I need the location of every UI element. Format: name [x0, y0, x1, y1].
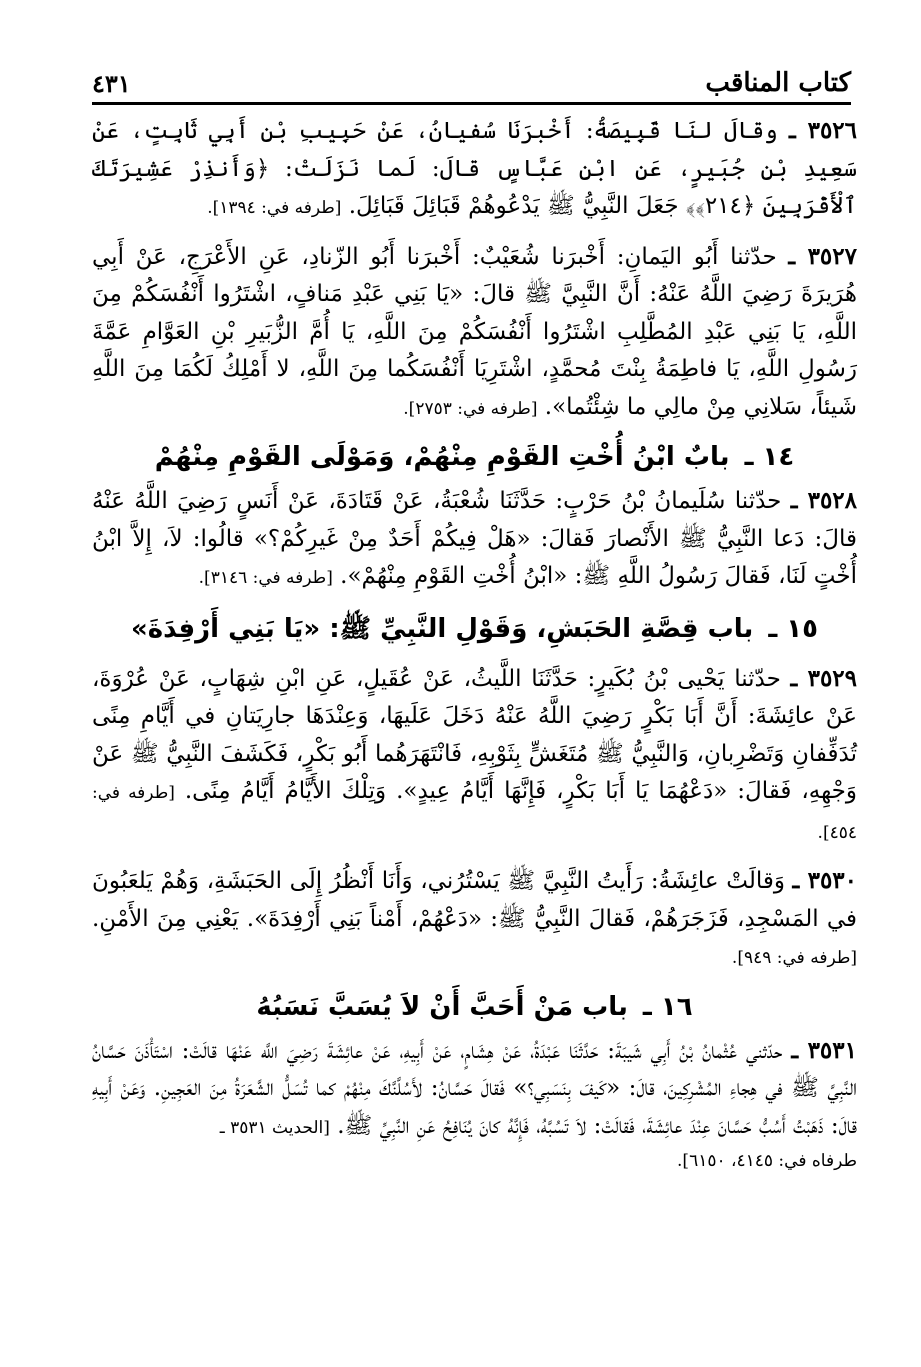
chapter-title: باب مَنْ أَحَبَّ أَنْ لاَ يُسَبَّ نَسَبُهُ — [256, 991, 628, 1022]
hadith-number: ٣٥٢٨ ـ — [790, 487, 858, 514]
cross-reference: [طرفه في: ٢٧٥٣]. — [403, 398, 538, 419]
hadith-3530 — [92, 862, 857, 978]
chapter-title: باب قِصَّةِ الحَبَشِ، وَقَوْلِ النَّبِيِّ ﷺ: «يَا بَنِي أَرْفِدَةَ» — [130, 613, 754, 644]
hadith-number: ٣٥٢٧ ـ — [788, 242, 857, 270]
chapter-heading-16 — [92, 992, 857, 1022]
hadith-3527 — [92, 238, 857, 429]
cross-reference: [طرفه في: ٤٥٤]. — [92, 783, 857, 843]
hadith-number: ٣٥٣١ ـ — [791, 1036, 857, 1064]
book-title: كتاب المناقب — [705, 68, 851, 98]
chapter-heading-14 — [92, 442, 857, 472]
hadith-text: حدّثني عُثْمانُ بْنُ أَبِي شَيبَةَ: حَدَّثَنَا عَبْدَةُ، عَنْ هِشَامٍ، عَنْ أَبِيهِ، عَنْ عائِشَةَ رَضِيَ اللَّه عَنْهَا قالَتْ: اسْتَأْذَنَ حَسَّانُ النَّبِيَّ ﷺ في هِجاءِ المُشْرِكِينَ، قالَ: «كَيفَ بِنَسَبِي؟» فَقالَ حَسَّانُ: لأَسُلَّنَّكَ مِنْهُمْ كما تُسَلُّ الشَّعَرَةُ مِنَ العَجِينِ. وَعَنْ أَبِيهِ قالَ: ذَهَبْتُ أَسُبُّ حَسَّانَ عِنْدَ عائِشَةَ، فَقالَتْ: لاَ تَسُبَّهُ، فَإِنَّهُ كانَ يُنَافِحُ عَنِ النَّبِيِّ ﷺ. — [92, 1037, 857, 1139]
cross-reference: [طرفه في: ٩٤٩]. — [731, 948, 857, 968]
chapter-number: ١٤ ـ — [744, 442, 795, 472]
hadith-number: ٣٥٢٦ ـ — [788, 117, 858, 144]
cross-reference-continued: طرفاه في: ٤١٤٥، ٦١٥٠]. — [677, 1151, 857, 1171]
hadith-text: وَقالَتْ عائِشَةُ: رَأَيتُ النَّبِيَّ ﷺ يَسْتُرُني، وَأَنَا أَنْظُرُ إِلَى الحَبَشَةِ، وَهُمْ يَلعَبُونَ في المَسْجِدِ، فَزَجَرَهُمْ، فَقالَ النَّبِيُّ ﷺ: «دَعْهُمْ، أَمْناً بَنِي أَرْفِدَةَ». يَعْنِي مِنَ الأَمْنِ. — [92, 868, 857, 932]
chapter-number: ١٦ ـ — [642, 991, 693, 1022]
hadith-3526 — [92, 112, 857, 228]
page-body — [92, 112, 857, 1171]
cross-reference: [طرفه في: ١٣٩٤]. — [207, 198, 342, 218]
hadith-text: حدّثنا يَحْيى بْنُ بُكَيرٍ: حَدَّثَنَا اللَّيثُ، عَنْ عُقَيلٍ، عَنِ ابْنِ شِهَابٍ، عَنْ عُرْوَةَ، عَنْ عائِشَةَ: أَنَّ أَبَا بَكْرٍ رَضِيَ اللَّهُ عَنْهُ دَخَلَ عَلَيهَا، وَعِنْدَهَا جارِيَتانِ في أَيَّامِ مِنًى تُدَفِّفانِ وَتَضْرِبانِ، وَالنَّبِيُّ ﷺ مُتَغَشٍّ بِثَوْبِهِ، فَانْتَهَرَهُما أَبُو بَكْرٍ، فَكَشَفَ النَّبِيُّ ﷺ عَنْ وَجْهِهِ، فَقالَ: «دَعْهُمَا يَا أَبَا بَكْرٍ، فَإِنَّهَا أَيَّامُ عِيدٍ». وَتِلْكَ الأَيَّامُ أَيَّامُ مِنًى. — [92, 665, 857, 804]
hadith-number: ٣٥٣٠ ـ — [792, 867, 858, 894]
hadith-text: حدّثنا سُلَيمانُ بْنُ حَرْبٍ: حَدَّثَنَا شُعْبَةُ، عَنْ قَتَادَةَ، عَنْ أَنَسٍ رَضِيَ اللَّهُ عَنْهُ قالَ: دَعا النَّبِيُّ ﷺ الأَنْصارَ فَقالَ: «هَلْ فِيكُمْ أَحَدٌ مِنْ غَيرِكُمْ؟» قالُوا: لاَ، إِلاَّ ابْنُ أُخْتٍ لَنَا، فَقالَ رَسُولُ اللَّهِ ﷺ: «ابْنُ أُخْتِ القَوْمِ مِنْهُمْ». — [92, 488, 857, 589]
cross-reference: [الحديث ٣٥٣١ ـ — [219, 1117, 330, 1138]
page-number: ٤٣١ — [92, 69, 131, 98]
chapter-title: بابٌ ابْنُ أُخْتِ القَوْمِ مِنْهُمْ، وَمَوْلَى القَوْمِ مِنْهُمْ — [154, 442, 730, 472]
chapter-heading-15 — [92, 612, 857, 650]
hadith-3529 — [92, 660, 857, 853]
running-header — [92, 56, 851, 105]
hadith-text: حدّثنا أَبُو اليَمانِ: أَخْبرَنا شُعَيْبٌ: أَخْبرَنا أَبُو الزّنادِ، عَنِ الأَعْرَجِ، عَنْ أَبِي هُرَيرَةَ رَضِيَ اللَّهُ عَنْهُ: أَنَّ النَّبِيَّ ﷺ قالَ: «يَا بَنِي عَبْدِ مَنافٍ، اشْتَرُوا أَنْفُسَكُمْ مِنَ اللَّهِ، يَا بَنِي عَبْدِ المُطَّلِبِ اشْتَرُوا أَنْفُسَكُمْ مِنَ اللَّهِ، يَا أُمَّ الزُّبَيرِ بْنِ العَوَّامِ عَمَّةَ رَسُولِ اللَّهِ، يَا فاطِمَةُ بِنْتَ مُحمَّدٍ، اشْتَرِيَا أَنْفُسَكُما مِنَ اللَّهِ، لا أَمْلِكُ لَكُمَا مِنَ اللَّهِ شَيئاً، سَلانِي مِنْ مالِي ما شِئْتُما». — [92, 243, 857, 420]
hadith-number: ٣٥٢٩ ـ — [790, 664, 858, 692]
hadith-text: وقالَ لنَا قَبِيصَةُ: أَخْبرَنَا سُفيانُ، عَنْ حَبِيبِ بْنِ أَبِي ثَابِتٍ، عَنْ سَعِيدِ بْنِ جُبَيرٍ، عَنِ ابْنِ عَبَّاسٍ قالَ: لَما نَزَلَتْ: ﴿وَأَنذِرْ عَشِيرَتَكَ ٱلْأَقْرَبِينَ ﴿٢١٤﴾﴾ جَعَلَ النَّبِيُّ ﷺ يَدْعُوهُمْ قَبَائِلَ قَبَائِلَ. — [92, 118, 857, 219]
hadith-3528 — [92, 482, 857, 598]
hadith-3531 — [92, 1032, 857, 1148]
chapter-number: ١٥ ـ — [768, 613, 819, 644]
cross-reference: [طرفه في: ٣١٤٦]. — [198, 568, 333, 588]
